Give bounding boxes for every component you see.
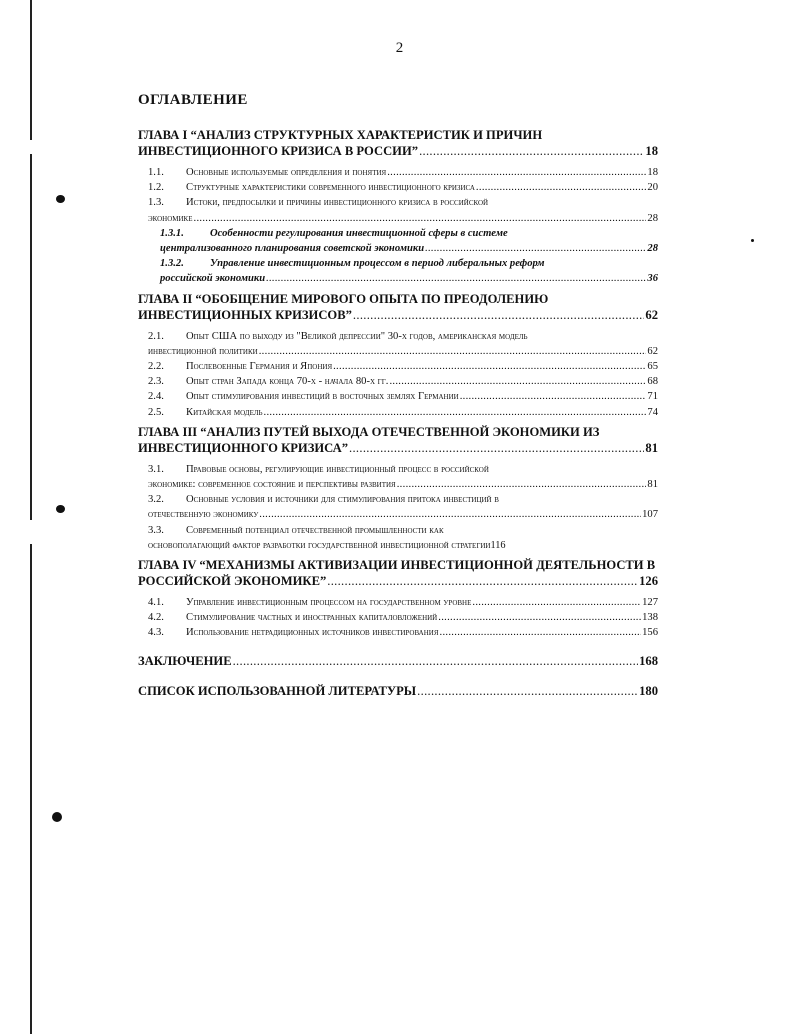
entry-page: 74 xyxy=(647,406,658,418)
entry-number: 2.3. xyxy=(148,376,164,388)
entry-title-line2: экономике: современное состояние и перспективы развития xyxy=(148,479,396,491)
subentry-title-line1: Особенности регулирования инвестиционной сферы в системе xyxy=(210,227,508,239)
entry-number: 4.2. xyxy=(148,612,164,624)
chapter-title-line1: ГЛАВА II “ОБОБЩЕНИЕ МИРОВОГО ОПЫТА ПО ПРЕОДОЛЕНИЮ xyxy=(138,291,549,306)
toc-entry[interactable] xyxy=(148,610,658,625)
chapter-heading[interactable] xyxy=(138,424,658,456)
entry-title-line1: Истоки, предпосылки и причины инвестиционного кризиса в российской xyxy=(186,197,489,209)
conclusion-page: 168 xyxy=(639,653,658,668)
entry-title: Опыт стран Запада конца 70-х - начала 80-х гг. xyxy=(186,376,389,388)
entry-number: 4.3. xyxy=(148,627,164,639)
entry-number: 2.5. xyxy=(148,406,164,418)
entry-page: 138 xyxy=(642,612,658,624)
page-number: 2 xyxy=(395,40,404,56)
toc-title: ОГЛАВЛЕНИЕ xyxy=(138,92,248,108)
subentry-number: 1.3.2. xyxy=(160,258,184,270)
conclusion-label: ЗАКЛЮЧЕНИЕ xyxy=(138,653,232,668)
chapter-page: 18 xyxy=(645,144,658,158)
scan-edge-line xyxy=(30,0,32,1034)
table-of-contents xyxy=(138,92,658,705)
entry-page: 127 xyxy=(642,597,658,609)
chapter-title-line1: ГЛАВА I “АНАЛИЗ СТРУКТУРНЫХ ХАРАКТЕРИСТИК И ПРИЧИН xyxy=(138,128,543,142)
subentry-page: 28 xyxy=(647,243,658,255)
bibliography-entry[interactable] xyxy=(138,683,658,699)
chapter-title-line2: ИНВЕСТИЦИОННЫХ КРИЗИСОВ” xyxy=(138,307,352,322)
entry-page: 156 xyxy=(642,627,658,639)
subentry-number: 1.3.1. xyxy=(160,227,184,239)
toc-entry[interactable] xyxy=(148,492,658,522)
entry-title: Стимулирование частных и иностранных капиталовложений xyxy=(186,612,438,624)
entry-title-line1: Основные условия и источники для стимулирования притока инвестиций в xyxy=(186,494,499,506)
entry-page: 71 xyxy=(647,391,658,403)
toc-subentry[interactable] xyxy=(160,226,658,256)
subentry-page: 36 xyxy=(647,273,658,285)
chapter-page: 62 xyxy=(645,307,658,322)
subentry-title-line1: Управление инвестиционным процессом в период либеральных реформ xyxy=(210,258,545,270)
entry-title: Послевоенные Германия и Япония xyxy=(186,361,333,373)
bibliography-page: 180 xyxy=(639,683,658,698)
entry-page: 68 xyxy=(647,376,658,388)
entry-title-line2: инвестиционной политики xyxy=(148,345,258,357)
chapter-heading[interactable] xyxy=(138,557,658,589)
entry-title: Структурные характеристики современного инвестиционного кризиса xyxy=(186,182,475,194)
entry-number: 3.3. xyxy=(148,524,164,536)
chapter-1 xyxy=(138,127,658,287)
toc-entry[interactable] xyxy=(148,405,658,420)
entry-title-line1: Правовые основы, регулирующие инвестиционный процесс в российской xyxy=(186,463,489,475)
chapter-heading[interactable] xyxy=(138,127,658,159)
entry-number: 1.1. xyxy=(148,167,164,178)
chapter-4 xyxy=(138,557,658,641)
entry-title-line2: основополагающий фактор разработки государственной инвестиционной стратегии xyxy=(148,539,491,551)
toc-entry[interactable] xyxy=(148,462,658,492)
entry-number: 1.2. xyxy=(148,182,164,194)
entry-page: 62 xyxy=(647,345,658,357)
toc-entry[interactable] xyxy=(148,389,658,404)
entry-number: 1.3. xyxy=(148,197,164,209)
toc-entry[interactable] xyxy=(148,625,658,640)
toc-entry[interactable] xyxy=(148,165,658,180)
subentry-title-line2: централизованного планирования советской экономики xyxy=(160,243,425,255)
entry-page: 107 xyxy=(642,509,658,521)
entry-number: 4.1. xyxy=(148,597,164,609)
scan-edge-gap xyxy=(30,520,32,544)
entry-number: 2.1. xyxy=(148,330,164,342)
toc-subentry[interactable] xyxy=(160,256,658,286)
entry-page: 18 xyxy=(647,167,658,178)
toc-entry[interactable] xyxy=(148,180,658,195)
entry-number: 3.1. xyxy=(148,463,164,475)
chapter-page: 126 xyxy=(639,574,658,589)
toc-entry[interactable] xyxy=(148,523,658,553)
entry-number: 2.4. xyxy=(148,391,164,403)
toc-entry[interactable] xyxy=(148,195,658,225)
entry-page: 20 xyxy=(647,182,658,194)
entry-title: Основные используемые определения и понятия xyxy=(186,167,387,178)
scan-edge-gap xyxy=(30,140,32,154)
chapter-3 xyxy=(138,424,658,553)
entry-number: 3.2. xyxy=(148,494,164,506)
chapter-title-line2: ИНВЕСТИЦИОННОГО КРИЗИСА В РОССИИ” xyxy=(138,144,419,158)
chapter-heading[interactable] xyxy=(138,291,658,323)
toc-entry[interactable] xyxy=(148,595,658,610)
chapter-title-line2: РОССИЙСКОЙ ЭКОНОМИКЕ” xyxy=(138,574,327,589)
toc-entry[interactable] xyxy=(148,329,658,359)
chapter-2 xyxy=(138,291,658,420)
punch-hole-mark xyxy=(56,195,65,203)
toc-entry[interactable] xyxy=(148,374,658,389)
entry-number: 2.2. xyxy=(148,361,164,373)
punch-hole-mark xyxy=(56,505,65,513)
entry-page: 116 xyxy=(490,539,506,551)
entry-title-line2: отечественную экономику xyxy=(148,509,259,521)
entry-title: Китайская модель xyxy=(186,406,263,418)
entry-title-line2: экономике xyxy=(148,212,193,224)
entry-page: 81 xyxy=(647,479,658,491)
subentry-title-line2: российской экономики xyxy=(160,273,266,285)
entry-page: 28 xyxy=(647,212,658,224)
entry-title: Управление инвестиционным процессом на государственном уровне xyxy=(186,597,472,609)
speck-mark xyxy=(751,239,754,242)
chapter-title-line1: ГЛАВА III “АНАЛИЗ ПУТЕЙ ВЫХОДА ОТЕЧЕСТВЕННОЙ ЭКОНОМИКИ ИЗ xyxy=(138,424,600,439)
entry-title-line1: Опыт США по выходу из "Великой депрессии" 30-х годов, американская модель xyxy=(186,330,528,342)
bibliography-label: СПИСОК ИСПОЛЬЗОВАННОЙ ЛИТЕРАТУРЫ xyxy=(138,683,417,698)
punch-hole-mark xyxy=(52,812,62,822)
conclusion-entry[interactable] xyxy=(138,653,658,669)
chapter-page: 81 xyxy=(645,440,658,455)
chapter-title-line2: ИНВЕСТИЦИОННОГО КРИЗИСА” xyxy=(138,440,349,455)
entry-title-line1: Современный потенциал отечественной промышленности как xyxy=(186,524,444,536)
entry-page: 65 xyxy=(647,361,658,373)
entry-title: Опыт стимулирования инвестиций в восточных землях Германии xyxy=(186,391,459,403)
chapter-title-line1: ГЛАВА IV “МЕХАНИЗМЫ АКТИВИЗАЦИИ ИНВЕСТИЦИОННОЙ ДЕЯТЕЛЬНОСТИ В xyxy=(138,558,656,573)
toc-entry[interactable] xyxy=(148,359,658,374)
entry-title: Использование нетрадиционных источников инвестирования xyxy=(186,627,439,639)
